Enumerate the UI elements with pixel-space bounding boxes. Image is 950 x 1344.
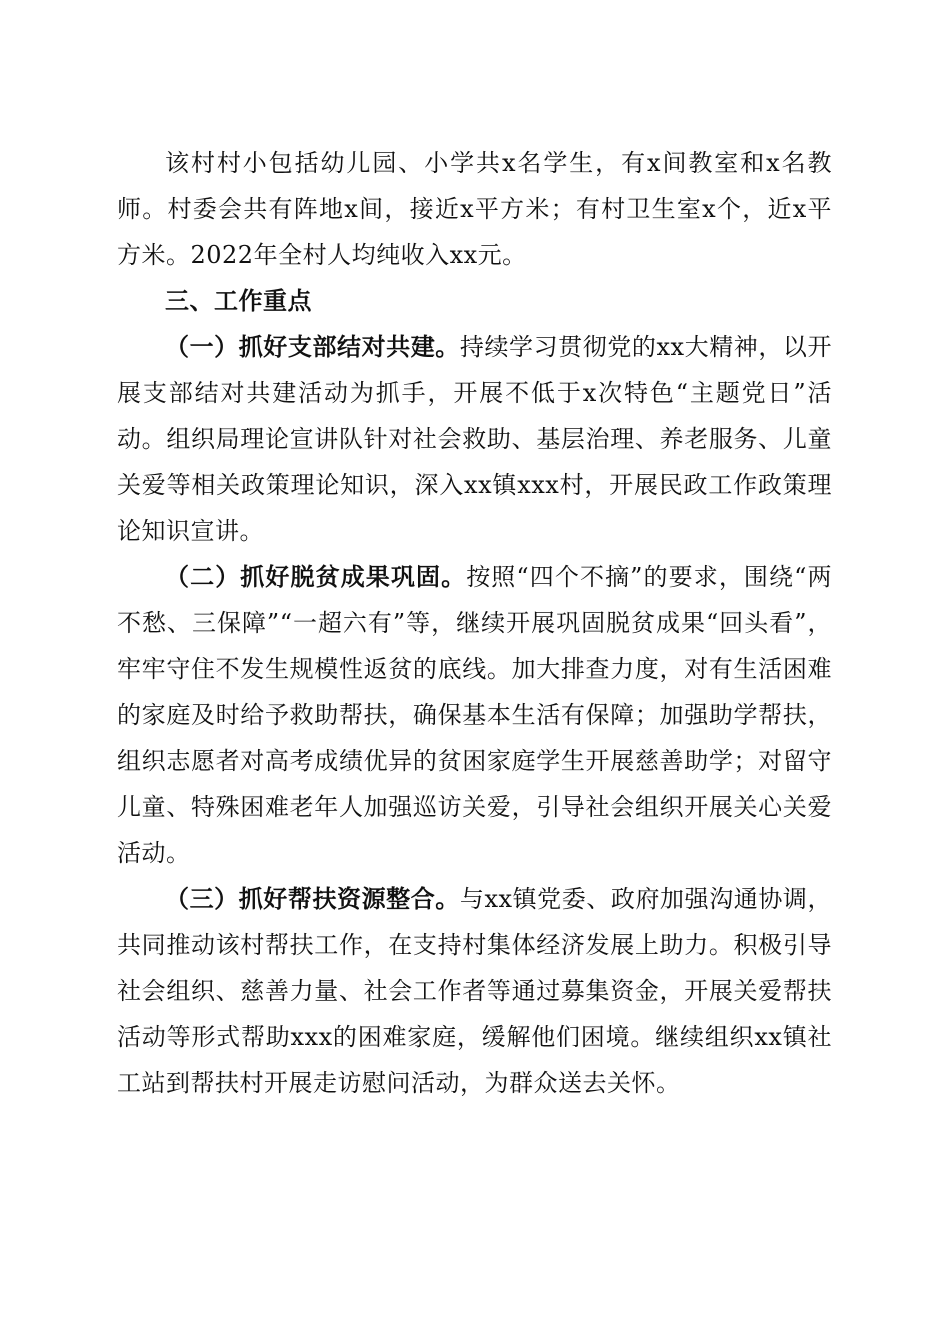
work-item-3 <box>117 876 832 1106</box>
work-item-2 <box>117 554 832 876</box>
work-item-2-body: 按照“四个不摘”的要求，围绕“两不愁、三保障”“一超六有”等，继续开展巩固脱贫成果“回头看”，牢牢守住不发生规模性返贫的底线。加大排查力度，对有生活困难的家庭及时给予救助帮扶，确保基本生活有保障；加强助学帮扶，组织志愿者对高考成绩优异的贫困家庭学生开展慈善助学；对留守儿童、特殊困难老年人加强巡访关爱，引导社会组织开展关心关爱活动。 <box>117 563 833 867</box>
work-item-1-body: 持续学习贯彻党的xx大精神，以开展支部结对共建活动为抓手，开展不低于x次特色“主题党日”活动。组织局理论宣讲队针对社会救助、基层治理、养老服务、儿童关爱等相关政策理论知识，深入xx镇xxx村，开展民政工作政策理论知识宣讲。 <box>117 333 832 545</box>
work-item-1-lead: （一）抓好支部结对共建。 <box>165 332 460 361</box>
document-body <box>117 140 832 1106</box>
section-heading: 三、工作重点 <box>165 286 312 315</box>
intro-paragraph: 该村村小包括幼儿园、小学共x名学生，有x间教室和x名教师。村委会共有阵地x间，接近x平方米；有村卫生室x个，近x平方米。2022年全村人均纯收入xx元。 <box>117 149 832 269</box>
work-item-2-lead: （二）抓好脱贫成果巩固。 <box>165 562 467 591</box>
work-item-1 <box>117 324 832 554</box>
work-item-3-body: 与xx镇党委、政府加强沟通协调，共同推动该村帮扶工作，在支持村集体经济发展上助力。积极引导社会组织、慈善力量、社会工作者等通过募集资金，开展关爱帮扶活动等形式帮助xxx的困难家庭，缓解他们困境。继续组织xx镇社工站到帮扶村开展走访慰问活动，为群众送去关怀。 <box>117 885 832 1097</box>
work-item-3-lead: （三）抓好帮扶资源整合。 <box>165 884 460 913</box>
